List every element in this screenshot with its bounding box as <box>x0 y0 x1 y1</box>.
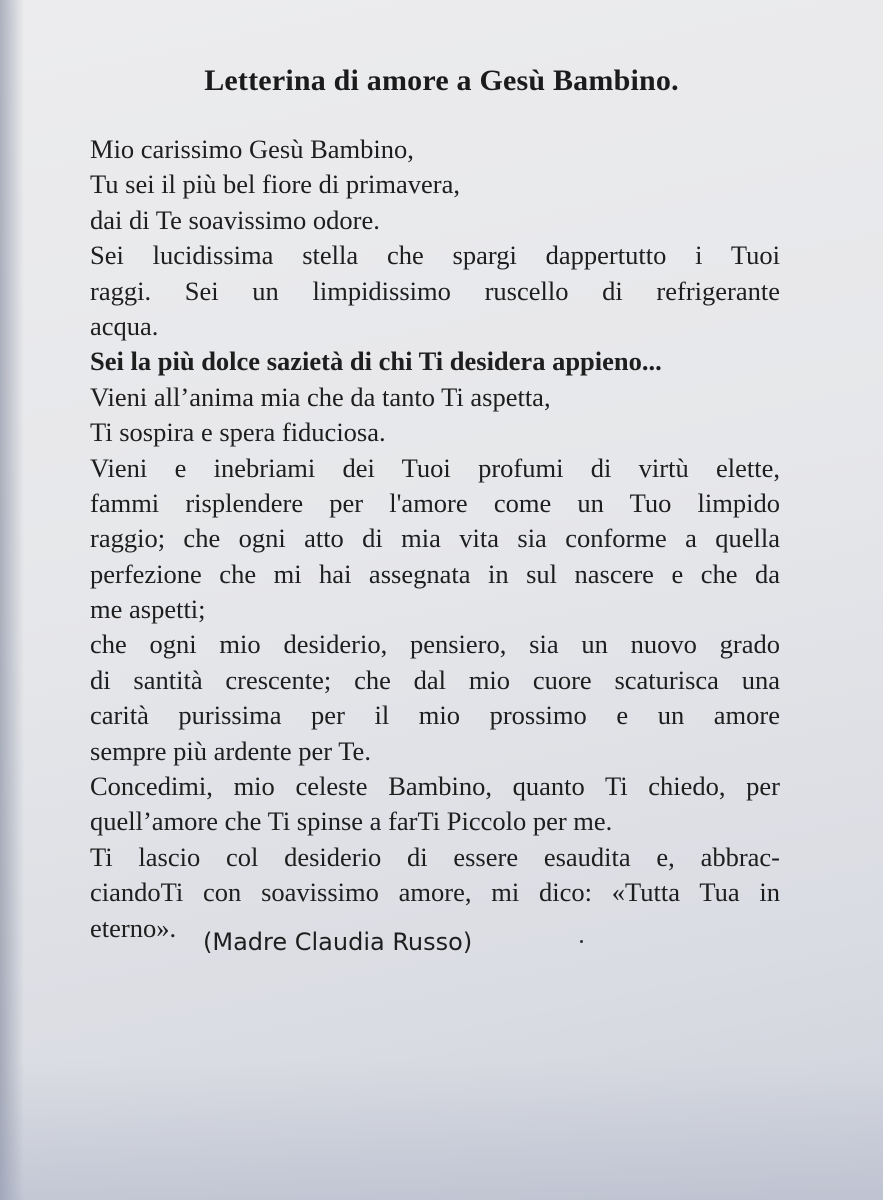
letter-line: Vieni all’anima mia che da tanto Ti aspetta, <box>90 381 551 412</box>
letter-line: acqua. <box>90 310 159 341</box>
letter-line: fammi risplendere per l'amore come un Tuo limpido <box>90 487 780 518</box>
letter-line: perfezione che mi hai assegnata in sul nascere e che da <box>90 558 780 589</box>
letter-line: ciandoTi con soavissimo amore, mi dico: «Tutta Tua in <box>90 877 780 908</box>
document-title: Letterina di amore a Gesù Bambino. <box>204 64 679 97</box>
letter-line: eterno». <box>90 912 177 943</box>
left-edge-shadow <box>0 0 24 1200</box>
letter-line: sempre più ardente per Te. <box>90 735 371 766</box>
bottom-shadow <box>0 1060 883 1200</box>
letter-line: Tu sei il più bel fiore di primavera, <box>90 169 460 200</box>
letter-line: carità purissima per il mio prossimo e un amore <box>90 700 780 731</box>
letter-line: raggio; che ogni atto di mia vita sia conforme a quella <box>90 523 780 554</box>
letter-line: dai di Te soavissimo odore. <box>90 204 380 235</box>
letter-line: raggi. Sei un limpidissimo ruscello di refrigerante <box>90 275 780 306</box>
letter-line: Sei lucidissima stella che spargi dappertutto i Tuoi <box>90 240 780 271</box>
letter-line: quell’amore che Ti spinse a farTi Piccolo per me. <box>90 806 613 837</box>
letter-line: Ti sospira e spera fiduciosa. <box>90 417 386 448</box>
letter-body <box>90 132 780 946</box>
signature: (Madre Claudia Russo) <box>203 928 473 956</box>
letter-line: Concedimi, mio celeste Bambino, quanto Ti chiedo, per <box>90 771 780 802</box>
letter-line: Vieni e inebriami dei Tuoi profumi di virtù elette, <box>90 452 780 483</box>
letter-line-bold: Sei la più dolce sazietà di chi Ti desidera appieno... <box>90 346 662 377</box>
letter-line: Mio carissimo Gesù Bambino, <box>90 134 414 164</box>
letter-line: che ogni mio desiderio, pensiero, sia un nuovo grado <box>90 629 780 660</box>
letter-line: Ti lascio col desiderio di essere esaudita e, abbrac- <box>90 841 780 872</box>
letter-line: me aspetti; <box>90 594 206 625</box>
paper-speck <box>580 940 583 943</box>
letter-line: di santità crescente; che dal mio cuore scaturisca una <box>90 664 780 695</box>
